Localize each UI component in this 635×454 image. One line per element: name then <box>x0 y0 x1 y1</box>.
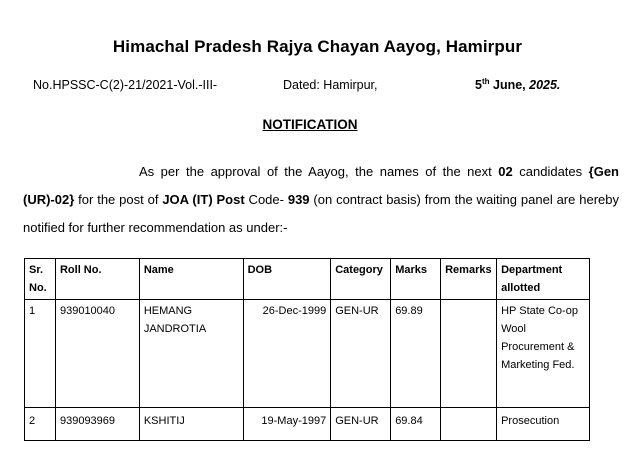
cell-department: Prosecution <box>497 408 590 441</box>
body-text-2: candidates <box>512 164 589 179</box>
header-department: Department allotted <box>497 259 590 300</box>
date-month: June, <box>489 78 526 92</box>
post-name: JOA (IT) Post <box>162 192 245 207</box>
header-sr-no: Sr. No. <box>25 259 56 300</box>
header-remarks: Remarks <box>441 259 497 300</box>
date-day: 5 <box>475 78 482 92</box>
notification-heading: NOTIFICATION <box>262 117 358 132</box>
cell-roll-no: 939010040 <box>55 300 139 408</box>
cell-name: HEMANG JANDROTIA <box>139 300 243 408</box>
date-suffix: th <box>481 76 490 86</box>
cell-marks: 69.89 <box>391 300 441 408</box>
reference-number: No.HPSSC-C(2)-21/2021-Vol.-III- <box>33 78 218 92</box>
document-title: Himachal Pradesh Rajya Chayan Aayog, Hamirpur <box>112 37 523 56</box>
candidates-table <box>24 258 590 441</box>
table-header-row <box>25 259 590 300</box>
table-row <box>25 300 590 408</box>
header-dob: DOB <box>243 259 331 300</box>
body-text-3: for the post of <box>74 192 163 207</box>
header-category: Category <box>331 259 391 300</box>
date-year: 2025. <box>525 78 561 92</box>
cell-roll-no: 939093969 <box>55 408 139 441</box>
cell-sr-no: 2 <box>25 408 56 441</box>
table-row <box>25 408 590 441</box>
candidate-count: 02 <box>498 164 513 179</box>
cell-department: HP State Co-op Wool Procurement & Marketing Fed. <box>497 300 590 408</box>
header-roll-no: Roll No. <box>55 259 139 300</box>
cell-dob: 19-May-1997 <box>243 408 331 441</box>
post-code: 939 <box>287 192 310 207</box>
cell-dob: 26-Dec-1999 <box>243 300 331 408</box>
body-text-1: As per the approval of the Aayog, the names of the next <box>139 164 499 179</box>
notification-body <box>23 158 619 242</box>
header-marks: Marks <box>391 259 441 300</box>
cell-name: KSHITIJ <box>139 408 243 441</box>
dated-label: Dated: Hamirpur, <box>283 78 378 92</box>
cell-category: GEN-UR <box>331 408 391 441</box>
cell-marks: 69.84 <box>391 408 441 441</box>
candidate-category: {Gen (UR)-02} <box>23 164 619 207</box>
cell-category: GEN-UR <box>331 300 391 408</box>
cell-sr-no: 1 <box>25 300 56 408</box>
cell-remarks <box>441 300 497 408</box>
cell-remarks <box>441 408 497 441</box>
header-name: Name <box>139 259 243 300</box>
notification-date <box>475 78 560 92</box>
body-text-5: (on contract basis) from the waiting panel are hereby notified for further recommendation as under:- <box>23 192 619 235</box>
body-text-4: Code- <box>244 192 288 207</box>
